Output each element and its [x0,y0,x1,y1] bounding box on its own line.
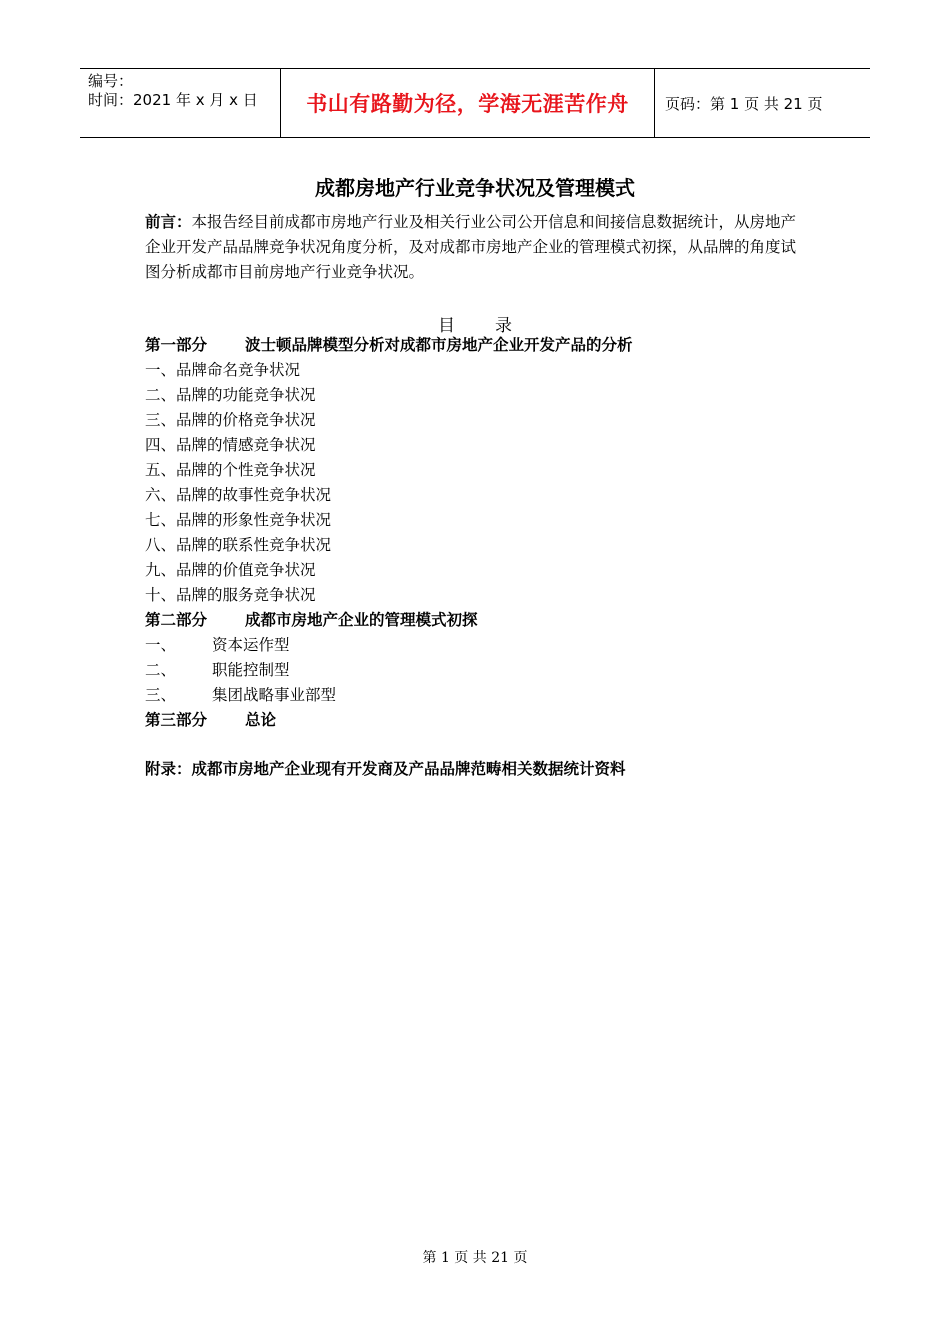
document-number-label: 编号： [88,72,134,90]
toc-item[interactable]: 四、品牌的情感竞争状况 [145,436,316,454]
preface-label: 前言： [145,213,192,231]
toc-item[interactable]: 二、品牌的功能竞争状况 [145,386,316,404]
page-footer: 第 1 页 共 21 页 [422,1250,528,1266]
header-info [80,69,280,137]
appendix-line: 附录：成都市房地产企业现有开发商及产品品牌范畴相关数据统计资料 [145,760,626,778]
header-motto: 书山有路勤为径，学海无涯苦作舟 [280,69,655,137]
document-time-label: 时间：2021 年 x 月 x 日 [88,91,258,109]
document-title: 成都房地产行业竞争状况及管理模式 [315,176,635,200]
header-page-code: 页码：第 1 页 共 21 页 [665,94,823,113]
toc-part[interactable]: 第二部分 成都市房地产企业的管理模式初探 [145,611,478,629]
toc-heading: 目录 [438,316,552,336]
toc-part[interactable]: 第一部分 波士顿品牌模型分析对成都市房地产企业开发产品的分析 [145,336,633,354]
toc-item[interactable]: 八、品牌的联系性竞争状况 [145,536,332,554]
toc-item[interactable]: 六、品牌的故事性竞争状况 [145,486,332,504]
toc-item[interactable]: 三、 集团战略事业部型 [145,686,337,704]
toc-item[interactable]: 三、品牌的价格竞争状况 [145,411,316,429]
toc-item[interactable]: 五、品牌的个性竞争状况 [145,461,316,479]
toc-item[interactable]: 二、 职能控制型 [145,661,290,679]
toc-item[interactable]: 九、品牌的价值竞争状况 [145,561,316,579]
preface-paragraph [145,210,810,285]
toc-item[interactable]: 十、品牌的服务竞争状况 [145,586,316,604]
document-header [80,68,870,138]
toc-item[interactable]: 七、品牌的形象性竞争状况 [145,511,332,529]
toc-item[interactable]: 一、品牌命名竞争状况 [145,361,301,379]
table-of-contents [145,333,825,733]
toc-item[interactable]: 一、 资本运作型 [145,636,290,654]
toc-part[interactable]: 第三部分 总论 [145,711,277,729]
preface-text: 本报告经目前成都市房地产行业及相关行业公司公开信息和间接信息数据统计，从房地产企业开发产品品牌竞争状况角度分析，及对成都市房地产企业的管理模式初探，从品牌的角度试图分析成都市目前房地产行业竞争状况。 [145,213,797,281]
